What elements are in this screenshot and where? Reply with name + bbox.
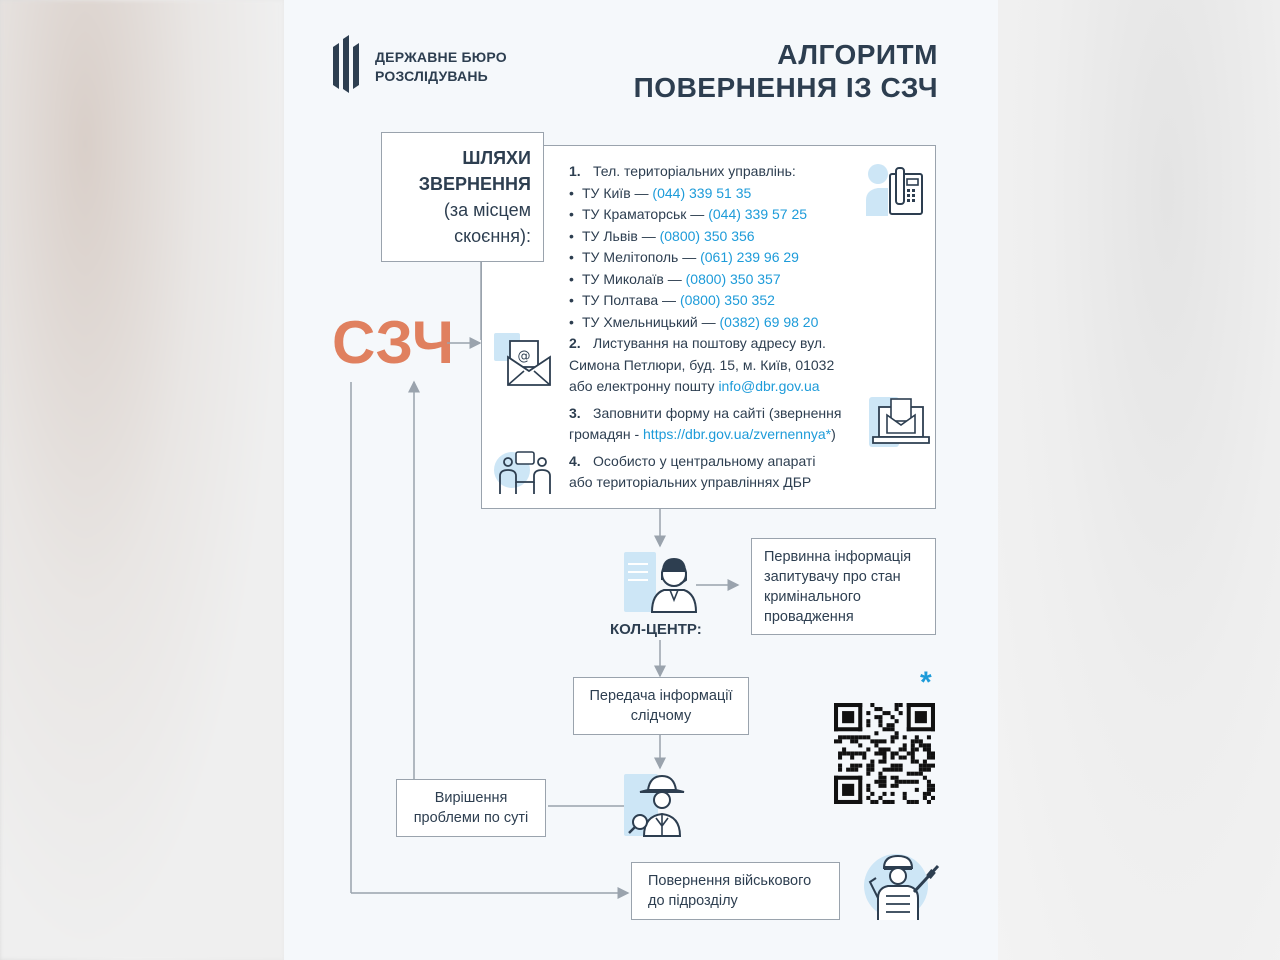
item3-num: 3. xyxy=(569,404,581,421)
qr-code[interactable] xyxy=(834,703,935,804)
website-link[interactable]: https://dbr.gov.ua/zvernennya* xyxy=(643,426,832,442)
office-row: • ТУ Мелітополь — (061) 239 96 29 xyxy=(569,247,869,269)
contacts-list: 1. Тел. територіальних управлінь: • ТУ Київ — (044) 339 51 35 • ТУ Краматорськ — (044) 339 57 25 • ТУ Львів — (0800) 350 356 • ТУ Мелітополь — (061) 239 96 29 • ТУ Миколаїв — (0800) 350 357 • ТУ Полтава — (0800) 350 352 • ТУ Хмельницький — (0382) 69 98 20 2. Листування на поштову адресу вул. Симона Петлюри, буд. 15, м. Київ, 01032 або електронну пошту info@dbr.gov.ua 3. Заповнити форму на сайті (звернення громадян - https://dbr.gov.ua/zvernennya*) 4. Особисто у центральному апараті або територіальних управліннях ДБР xyxy=(569,161,869,494)
solve-line1: Вирішення xyxy=(434,790,508,806)
office-row: • ТУ Хмельницький — (0382) 69 98 20 xyxy=(569,312,869,334)
paths-line3: (за місцем xyxy=(443,200,531,220)
phone-link[interactable]: (0382) 69 98 20 xyxy=(719,313,819,330)
background-right-blur xyxy=(998,0,1280,960)
paths-line2: ЗВЕРНЕННЯ xyxy=(418,174,531,194)
svg-text:@: @ xyxy=(517,349,531,364)
item4-line1: Особисто у центральному апараті xyxy=(593,452,816,469)
info-line3: кримінального xyxy=(764,589,861,605)
info-line2: запитувачу про стан xyxy=(764,569,901,585)
title-line1: АЛГОРИТМ xyxy=(777,39,938,70)
transfer-line1: Передача інформації xyxy=(589,688,733,704)
item4-line2: або територіальних управліннях ДБР xyxy=(569,474,812,490)
return-box xyxy=(631,862,840,920)
item1-text: Тел. територіальних управлінь: xyxy=(593,163,796,179)
return-line2: до підрозділу xyxy=(648,893,738,909)
office-row: • ТУ Київ — (044) 339 51 35 xyxy=(569,183,869,205)
item3-line2: громадян - xyxy=(569,426,644,442)
office-row: • ТУ Краматорськ — (044) 339 57 25 xyxy=(569,204,869,226)
soldier-icon xyxy=(862,852,942,922)
item2-num: 2. xyxy=(569,335,581,351)
logo-line2: РОЗСЛІДУВАНЬ xyxy=(375,68,488,84)
phone-link[interactable]: (0800) 350 356 xyxy=(659,227,755,244)
office-row: • ТУ Полтава — (0800) 350 352 xyxy=(569,290,869,312)
item3-line1: Заповнити форму на сайті (звернення xyxy=(593,404,842,421)
poster xyxy=(284,0,998,960)
email-link[interactable]: info@dbr.gov.ua xyxy=(718,378,820,394)
title-line2: ПОВЕРНЕННЯ ІЗ СЗЧ xyxy=(633,72,938,103)
item2-line1: Листування на поштову адресу вул. xyxy=(593,335,826,351)
phone-link[interactable]: (0800) 350 357 xyxy=(685,270,781,287)
solve-box xyxy=(396,779,546,837)
return-line1: Повернення військового xyxy=(648,873,812,889)
info-line4: провадження xyxy=(764,609,854,625)
paths-line4: скоєння): xyxy=(454,226,531,246)
item4-num: 4. xyxy=(569,452,581,469)
info-line1: Первинна інформація xyxy=(764,549,912,565)
qr-asterisk: * xyxy=(920,666,932,699)
szch-label: СЗЧ xyxy=(332,309,455,376)
phone-link[interactable]: (044) 339 57 25 xyxy=(708,206,808,222)
logo-line1: ДЕРЖАВНЕ БЮРО xyxy=(375,49,507,65)
item1-num: 1. xyxy=(569,163,581,179)
office-row: • ТУ Львів — (0800) 350 356 xyxy=(569,226,869,248)
paths-line1: ШЛЯХИ xyxy=(462,148,531,168)
primary-info-box xyxy=(751,538,936,635)
phone-link[interactable]: (044) 339 51 35 xyxy=(652,184,752,201)
office-row: • ТУ Миколаїв — (0800) 350 357 xyxy=(569,269,869,291)
transfer-box xyxy=(573,677,749,735)
item2-line3: або електронну пошту xyxy=(569,378,719,394)
phone-link[interactable]: (061) 239 96 29 xyxy=(700,249,799,265)
callcenter-label: КОЛ-ЦЕНТР: xyxy=(610,621,702,638)
investigator-icon xyxy=(624,770,698,838)
solve-line2: проблеми по суті xyxy=(413,810,529,826)
phone-link[interactable]: (0800) 350 352 xyxy=(679,292,775,308)
item2-line2: Симона Петлюри, буд. 15, м. Київ, 01032 xyxy=(569,356,835,373)
operator-icon xyxy=(624,550,702,614)
background-left-blur xyxy=(0,0,284,960)
transfer-line2: слідчому xyxy=(630,708,692,724)
